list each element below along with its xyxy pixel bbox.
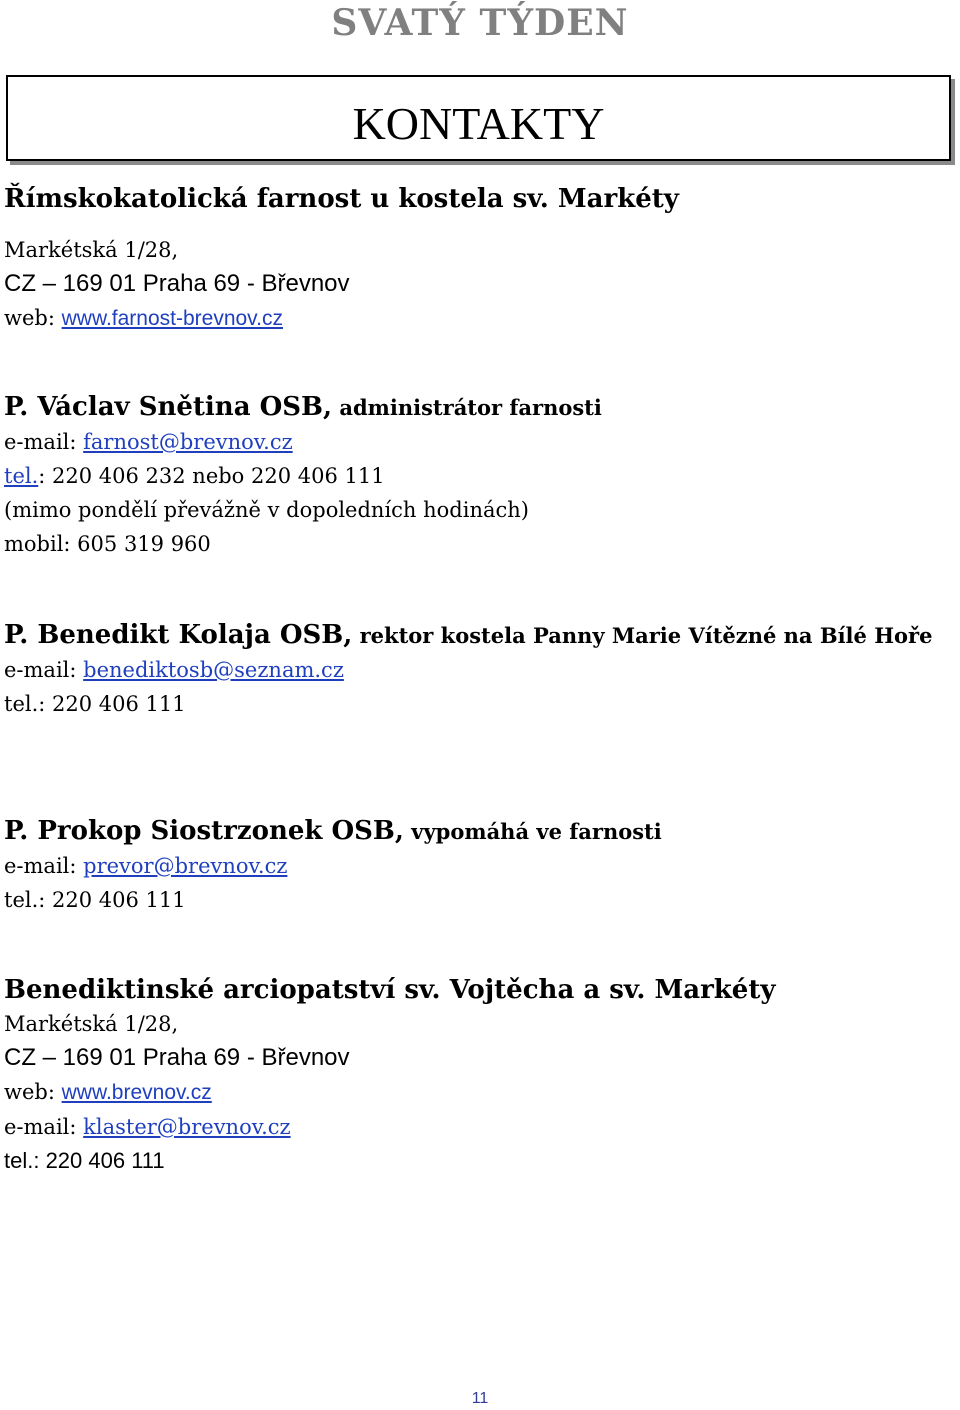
prokop-email-label: e-mail: <box>4 854 84 878</box>
contacts-title: KONTAKTY <box>352 98 605 149</box>
benedikt-role: rektor kostela Panny Marie Vítězné na Bílé Hoře <box>352 623 933 648</box>
abbey-web-line <box>4 1075 954 1110</box>
vaclav-tel-link[interactable]: tel. <box>4 464 39 488</box>
parish-address-2: CZ – 169 01 Praha 69 - Břevnov <box>4 270 350 297</box>
abbey-section <box>4 973 954 1178</box>
vaclav-email-line <box>4 425 954 459</box>
parish-name: Římskokatolická farnost u kostela sv. Markéty <box>4 184 679 214</box>
benedikt-email-label: e-mail: <box>4 658 84 682</box>
parish-section <box>4 182 954 336</box>
document-header: SVATÝ TÝDEN <box>331 2 629 44</box>
benedikt-name: P. Benedikt Kolaja OSB, <box>4 620 353 650</box>
vaclav-name: P. Václav Snětina OSB, <box>4 392 333 422</box>
benedikt-section <box>4 618 954 721</box>
parish-web-line <box>4 301 954 336</box>
prokop-section <box>4 814 954 917</box>
benedikt-heading <box>4 618 954 653</box>
vaclav-email-link[interactable]: farnost@brevnov.cz <box>83 430 293 454</box>
vaclav-email-label: e-mail: <box>4 430 84 454</box>
abbey-tel: tel.: 220 406 111 <box>4 1148 165 1173</box>
vaclav-mobile: mobil: 605 319 960 <box>4 532 211 556</box>
abbey-address-2: CZ – 169 01 Praha 69 - Břevnov <box>4 1044 350 1071</box>
vaclav-role: administrátor farnosti <box>332 395 602 420</box>
vaclav-heading <box>4 390 954 425</box>
abbey-web-link[interactable]: www.brevnov.cz <box>61 1081 212 1104</box>
vaclav-tel-line <box>4 459 954 493</box>
parish-address-1: Markétská 1/28, <box>4 238 179 262</box>
prokop-role: vypomáhá ve farnosti <box>403 819 662 844</box>
benedikt-email-line <box>4 653 954 687</box>
parish-web-link[interactable]: www.farnost-brevnov.cz <box>61 307 283 330</box>
abbey-email-link[interactable]: klaster@brevnov.cz <box>83 1115 291 1139</box>
abbey-email-label: e-mail: <box>4 1115 84 1139</box>
abbey-address-1: Markétská 1/28, <box>4 1012 179 1036</box>
prokop-email-link[interactable]: prevor@brevnov.cz <box>83 854 288 878</box>
prokop-name: P. Prokop Siostrzonek OSB, <box>4 816 404 846</box>
prokop-email-line <box>4 849 954 883</box>
abbey-web-label: web: <box>4 1080 62 1104</box>
prokop-tel: tel.: 220 406 111 <box>4 888 186 912</box>
vaclav-section <box>4 390 954 561</box>
page-number: 11 <box>471 1390 489 1407</box>
contacts-title-box <box>6 75 951 161</box>
vaclav-note: (mimo pondělí převážně v dopoledních hodinách) <box>4 498 529 522</box>
abbey-name: Benediktinské arciopatství sv. Vojtěcha a sv. Markéty <box>4 975 776 1005</box>
benedikt-email-link[interactable]: benediktosb@seznam.cz <box>83 658 344 682</box>
abbey-email-line <box>4 1110 954 1144</box>
prokop-heading <box>4 814 954 849</box>
benedikt-tel: tel.: 220 406 111 <box>4 692 186 716</box>
parish-web-label: web: <box>4 306 62 330</box>
vaclav-tel: : 220 406 232 nebo 220 406 111 <box>38 464 385 488</box>
